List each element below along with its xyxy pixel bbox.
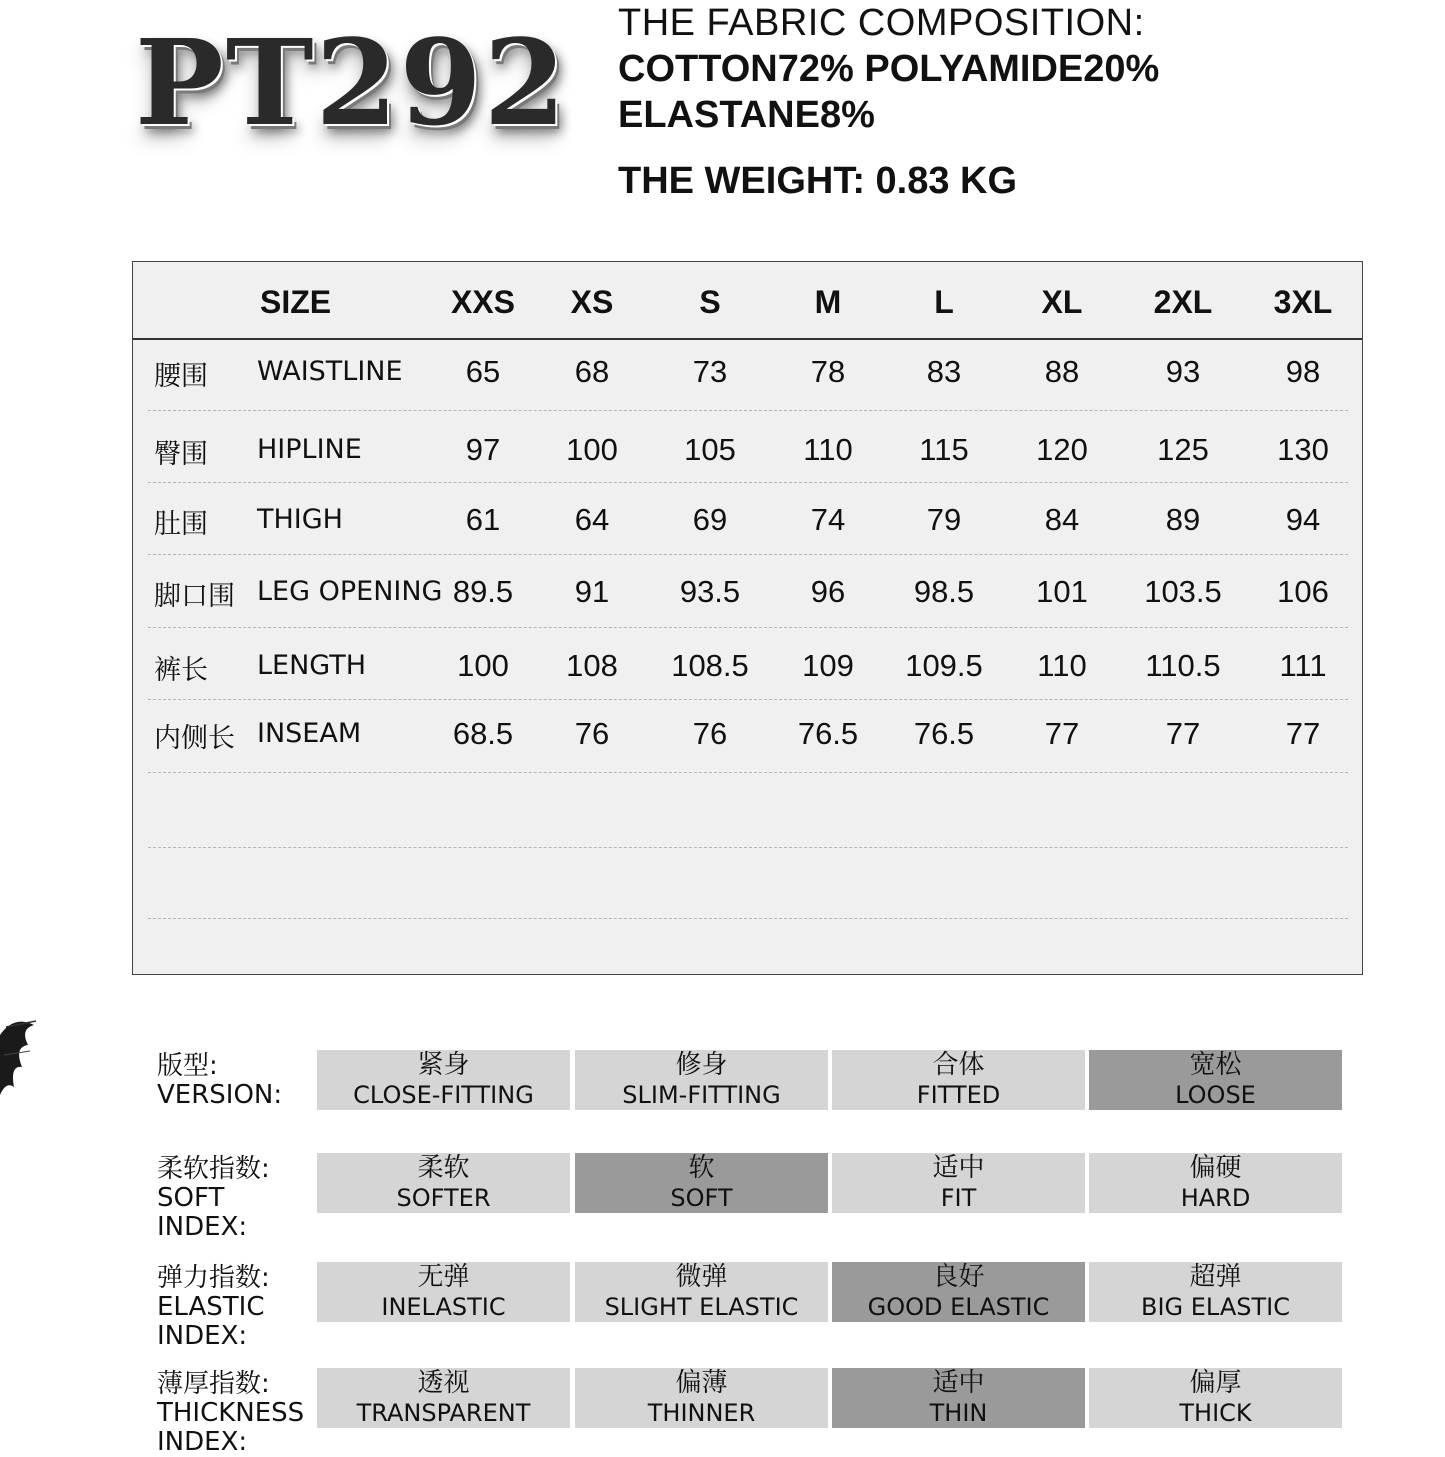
table-cell: 94 [1285, 502, 1321, 537]
row-label-en: LENGTH [257, 650, 367, 681]
row-label-en: LEG OPENING [257, 576, 443, 607]
size-header-cell: L [934, 284, 954, 320]
option-soft-selected: 软 SOFT [575, 1153, 828, 1213]
table-cell: 91 [574, 574, 610, 609]
table-cell: 100 [566, 432, 618, 467]
size-chart-header [133, 262, 1362, 340]
table-cell: 73 [692, 354, 728, 389]
table-row-inseam [133, 716, 1362, 756]
row-label-zh: 裤长 [154, 655, 208, 686]
table-cell: 103.5 [1144, 574, 1222, 609]
option-thick: 偏厚 THICK [1089, 1368, 1342, 1428]
row-divider [148, 554, 1348, 555]
table-cell: 69 [692, 502, 728, 537]
table-cell: 84 [1044, 502, 1080, 537]
table-row-hipline [133, 432, 1362, 472]
row-label-zh: 内侧长 [154, 723, 235, 754]
option-thinner: 偏薄 THINNER [575, 1368, 828, 1428]
size-header-label: SIZE [260, 284, 332, 320]
size-header-cell: 2XL [1153, 284, 1213, 320]
table-cell: 105 [684, 432, 736, 467]
option-slim-fitting: 修身 SLIM-FITTING [575, 1050, 828, 1110]
table-cell: 79 [926, 502, 962, 537]
row-divider [148, 847, 1348, 848]
row-label-en: WAISTLINE [257, 356, 403, 387]
table-cell: 74 [810, 502, 846, 537]
row-divider [148, 482, 1348, 483]
table-cell: 108 [566, 648, 618, 683]
row-label-en: THIGH [257, 504, 343, 535]
row-divider [148, 772, 1348, 773]
table-cell: 88 [1044, 354, 1080, 389]
row-label-zh: 臀围 [154, 439, 208, 470]
table-cell: 68 [574, 354, 610, 389]
table-cell: 111 [1279, 648, 1327, 683]
table-cell: 96 [810, 574, 846, 609]
table-cell: 100 [457, 648, 509, 683]
row-divider [148, 699, 1348, 700]
option-hard: 偏硬 HARD [1089, 1153, 1342, 1213]
fabric-composition-line-2: ELASTANE8% [618, 94, 875, 136]
row-label-en: INSEAM [257, 718, 362, 749]
table-cell: 125 [1157, 432, 1209, 467]
table-cell: 108.5 [671, 648, 749, 683]
attribute-label: 弹力指数: ELASTIC INDEX: [157, 1263, 270, 1351]
option-loose-selected: 宽松 LOOSE [1089, 1050, 1342, 1110]
fabric-weight: THE WEIGHT: 0.83 KG [618, 160, 1018, 202]
brush-stroke-decoration [0, 1005, 40, 1100]
table-cell: 101 [1036, 574, 1088, 609]
option-transparent: 透视 TRANSPARENT [317, 1368, 570, 1428]
table-cell: 110 [803, 432, 853, 467]
attribute-label: 薄厚指数: THICKNESS INDEX: [157, 1369, 305, 1457]
fabric-title: THE FABRIC COMPOSITION: [618, 2, 1145, 44]
table-cell: 89.5 [452, 574, 514, 609]
table-cell: 98.5 [913, 574, 975, 609]
row-divider [148, 918, 1348, 919]
table-cell: 109.5 [905, 648, 983, 683]
table-cell: 77 [1285, 716, 1321, 751]
option-fitted: 合体 FITTED [832, 1050, 1085, 1110]
table-cell: 97 [465, 432, 501, 467]
table-cell: 93.5 [679, 574, 741, 609]
table-row-length [133, 648, 1362, 688]
size-header-cell: XXS [450, 284, 516, 320]
size-header-cell: XS [570, 284, 614, 320]
table-cell: 109 [802, 648, 854, 683]
table-cell: 77 [1165, 716, 1201, 751]
row-divider [148, 627, 1348, 628]
table-cell: 76 [574, 716, 610, 751]
table-cell: 110.5 [1145, 648, 1221, 683]
row-label-zh: 肚围 [154, 509, 208, 540]
fabric-composition-line-1: COTTON72% POLYAMIDE20% [618, 48, 1160, 90]
table-cell: 93 [1165, 354, 1201, 389]
option-good-elastic-selected: 良好 GOOD ELASTIC [832, 1262, 1085, 1322]
table-row-thigh [133, 502, 1362, 542]
table-cell: 115 [919, 432, 969, 467]
table-cell: 78 [810, 354, 846, 389]
table-row-leg-opening [133, 574, 1362, 614]
option-inelastic: 无弹 INELASTIC [317, 1262, 570, 1322]
option-close-fitting: 紧身 CLOSE-FITTING [317, 1050, 570, 1110]
size-header-cell: XL [1041, 284, 1083, 320]
table-row-waistline [133, 354, 1362, 394]
table-cell: 77 [1044, 716, 1080, 751]
table-cell: 98 [1285, 354, 1321, 389]
table-cell: 106 [1277, 574, 1329, 609]
attribute-label: 柔软指数: SOFT INDEX: [157, 1154, 270, 1242]
table-cell: 68.5 [452, 716, 514, 751]
table-cell: 89 [1165, 502, 1201, 537]
table-cell: 76.5 [797, 716, 859, 751]
option-fit: 适中 FIT [832, 1153, 1085, 1213]
table-cell: 64 [574, 502, 610, 537]
option-softer: 柔软 SOFTER [317, 1153, 570, 1213]
table-cell: 120 [1036, 432, 1088, 467]
table-cell: 76 [692, 716, 728, 751]
row-divider [148, 410, 1348, 411]
table-cell: 76.5 [913, 716, 975, 751]
row-label-en: HIPLINE [257, 434, 362, 465]
option-slight-elastic: 微弹 SLIGHT ELASTIC [575, 1262, 828, 1322]
option-thin-selected: 适中 THIN [832, 1368, 1085, 1428]
row-label-zh: 脚口围 [154, 581, 235, 612]
size-header-cell: S [699, 284, 721, 320]
option-big-elastic: 超弹 BIG ELASTIC [1089, 1262, 1342, 1322]
row-label-zh: 腰围 [154, 361, 208, 392]
table-cell: 130 [1277, 432, 1329, 467]
attribute-label: 版型: VERSION: [157, 1051, 283, 1110]
table-cell: 110 [1037, 648, 1087, 683]
size-header-cell: 3XL [1273, 284, 1333, 320]
size-header-cell: M [814, 284, 842, 320]
table-cell: 83 [926, 354, 962, 389]
table-cell: 61 [465, 502, 501, 537]
size-chart-table [132, 261, 1363, 975]
product-code-logo: PT292 [135, 13, 568, 152]
table-cell: 65 [465, 354, 501, 389]
